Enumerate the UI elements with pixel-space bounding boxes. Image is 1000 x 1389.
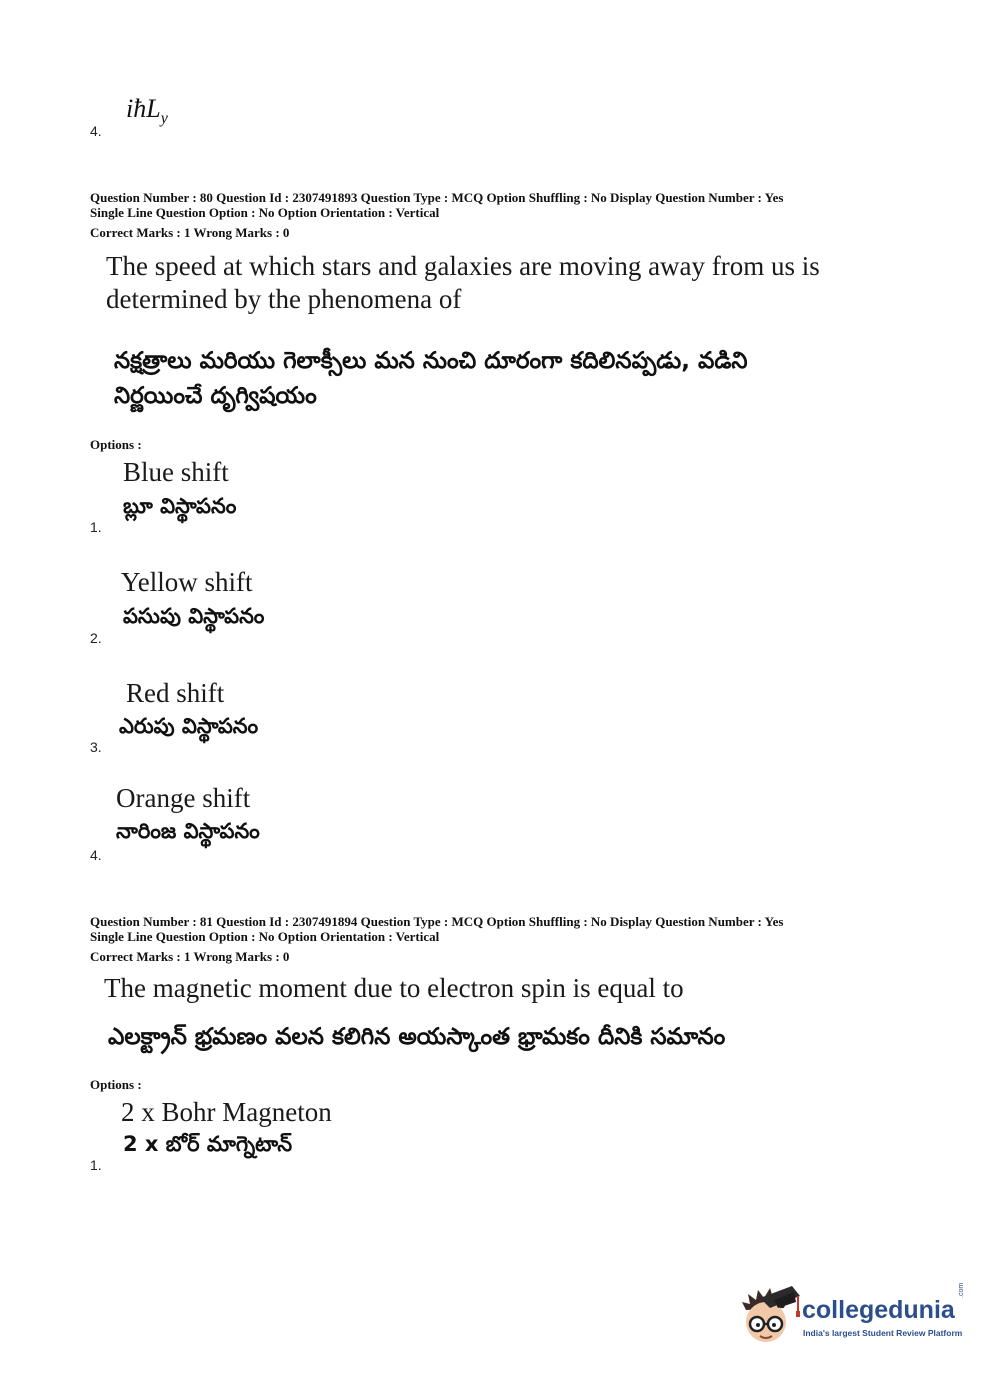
q80-marks: Correct Marks : 1 Wrong Marks : 0 bbox=[90, 225, 290, 240]
q81-marks: Correct Marks : 1 Wrong Marks : 0 bbox=[90, 949, 290, 964]
q80-telugu-line-1: నక్షత్రాలు మరియు గెలాక్సీలు మన నుంచి దూరంగా కదిలినప్పడు, వడిని bbox=[114, 348, 748, 374]
q80-telugu-line-2: నిర్ణయించే దృగ్విషయం bbox=[114, 383, 317, 409]
q80-option-4-te: నారింజ విస్థాపనం bbox=[116, 819, 260, 843]
formula-subscript: y bbox=[160, 110, 168, 128]
collegedunia-logo[interactable] bbox=[740, 1282, 970, 1352]
formula-main: iħL bbox=[126, 94, 161, 123]
q81-option-1-number: 1. bbox=[90, 1157, 102, 1173]
q80-options-label: Options : bbox=[90, 437, 142, 452]
q80-option-3-te: ఎరుపు విస్థాపనం bbox=[119, 714, 259, 738]
mascot-icon bbox=[740, 1282, 802, 1348]
q80-option-2-number: 2. bbox=[90, 630, 102, 646]
q80-option-1-number: 1. bbox=[90, 519, 102, 535]
q80-option-1[interactable] bbox=[90, 456, 490, 536]
q80-option-3-number: 3. bbox=[90, 739, 102, 755]
q80-option-4-en: Orange shift bbox=[116, 783, 251, 813]
q81-option-1-te: 2 x బోర్ మాగ్నెటాన్ bbox=[123, 1132, 293, 1156]
q80-question-text-te bbox=[114, 344, 914, 414]
q81-options-label: Options : bbox=[90, 1077, 142, 1092]
q80-option-2[interactable] bbox=[90, 566, 490, 646]
logo-tagline: India's largest Student Review Platform bbox=[803, 1328, 963, 1338]
q81-question-text-en: The magnetic moment due to electron spin is equal to bbox=[104, 973, 684, 1003]
q81-option-1-en: 2 x Bohr Magneton bbox=[121, 1097, 332, 1127]
q81-option-1[interactable] bbox=[90, 1096, 490, 1176]
q80-option-2-en: Yellow shift bbox=[121, 567, 253, 597]
logo-domain-suffix: .com bbox=[958, 1282, 965, 1298]
prev-option-4-formula bbox=[126, 94, 168, 128]
q80-option-4-number: 4. bbox=[90, 847, 102, 863]
q80-meta-line-1: Question Number : 80 Question Id : 2307491893 Question Type : MCQ Option Shuffling : No Display Question Number : Yes bbox=[90, 190, 784, 205]
logo-wordmark: collegedunia bbox=[802, 1296, 955, 1324]
q80-option-3[interactable] bbox=[90, 677, 490, 757]
q80-option-4[interactable] bbox=[90, 782, 490, 862]
q80-option-1-te: బ్లూ విస్థాపనం bbox=[123, 494, 237, 518]
q80-question-line-2: determined by the phenomena of bbox=[106, 284, 462, 314]
q80-meta-line-2: Single Line Question Option : No Option Orientation : Vertical bbox=[90, 205, 440, 220]
q80-question-text-en bbox=[106, 250, 926, 316]
prev-option-4-number: 4. bbox=[90, 123, 102, 139]
q80-option-1-en: Blue shift bbox=[123, 457, 229, 487]
q81-meta-line-2: Single Line Question Option : No Option Orientation : Vertical bbox=[90, 929, 440, 944]
q80-option-2-te: పసుపు విస్థాపనం bbox=[123, 604, 265, 628]
q80-option-3-en: Red shift bbox=[126, 678, 225, 708]
q81-meta-line-1: Question Number : 81 Question Id : 2307491894 Question Type : MCQ Option Shuffling : No Display Question Number : Yes bbox=[90, 914, 784, 929]
q80-question-line-1: The speed at which stars and galaxies are moving away from us is bbox=[106, 251, 820, 281]
q81-question-text-te: ఎలక్ట్రాన్ భ్రమణం వలన కలిగిన అయస్కాంత భ్రామకం దీనికి సమానం bbox=[108, 1024, 726, 1050]
